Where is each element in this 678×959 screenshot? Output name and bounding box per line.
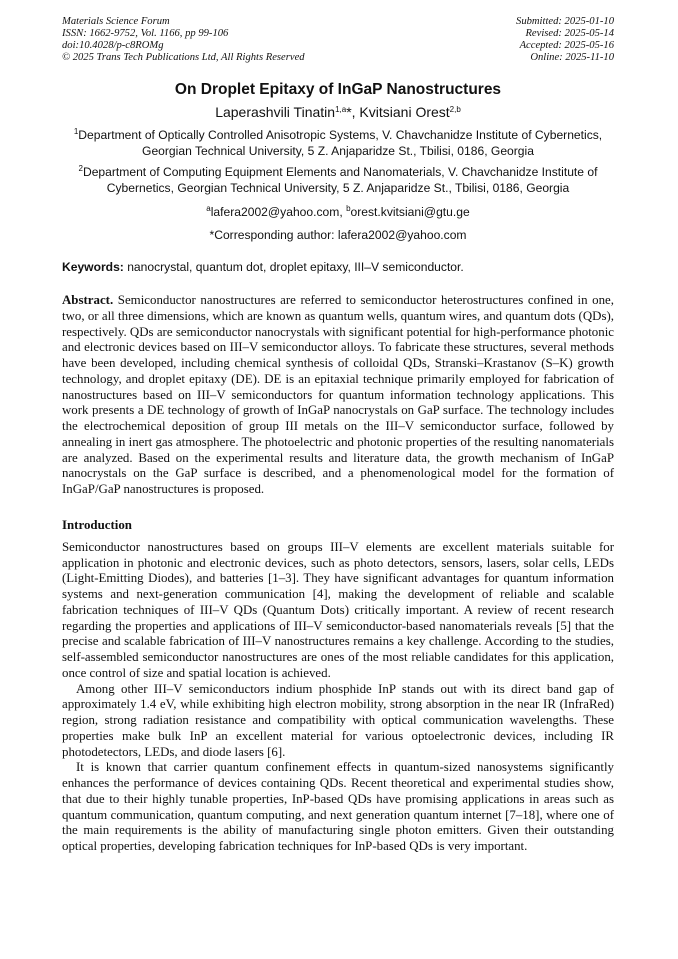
email-a-mark: a <box>206 204 211 213</box>
email-a: lafera2002@yahoo.com <box>210 205 340 219</box>
section-heading-introduction: Introduction <box>62 517 132 532</box>
paper-title: On Droplet Epitaxy of InGaP Nanostructures <box>174 81 502 98</box>
date-revised: Revised: 2025-05-14 <box>525 28 614 39</box>
affiliation-1-text: Department of Optically Controlled Anisotropic Systems, V. Chavchanidze Institute of Cybernetics, Georgian Technical University, 5 Z. Anjaparidze St., Tbilisi, 0186, Georgia <box>78 128 603 158</box>
affiliation-1 <box>62 127 614 159</box>
abstract-label: Abstract. <box>62 293 114 307</box>
keywords <box>62 259 614 275</box>
author-2: Kvitsiani Orest <box>359 104 450 120</box>
author-1: Laperashvili Tinatin <box>215 104 336 120</box>
abstract-text: Semiconductor nanostructures are referred to semiconductor heterostructures confined in one, two, or all three dimensions, which are known as quantum wells, quantum wires, and quantum dots (QDs), respectively. QDs are semiconductor nanocrystals with significant potential for high-performance photonic and electronic devices based on III–V semiconductor alloys. To fabricate these structures, several methods have been developed, including chemical synthesis of colloidal QDs, Stranski–Krastanov (S–K) growth technology, and droplet epitaxy (DE). DE is an epitaxial technique primarily employed for fabrication of nanostructures based on III–V semiconductors for quantum information technology applications. This work presents a DE technology of growth of InGaP nanocrystals on GaP surface. The technology includes the electrochemical deposition of group III metals on the III–V semiconductor surface, followed by annealing in inert gas atmosphere. The photoelectric and photonic properties of the resulting nanomaterials are analyzed. Based on the experimental results and literature data, the growth mechanism of InGaP nanocrystals on the GaP surface is described, and a phenomenological model for the formation of InGaP/GaP nanostructures is proposed. <box>62 293 614 496</box>
email-b-mark: b <box>346 204 351 213</box>
author-list <box>62 103 614 121</box>
affiliation-2 <box>62 164 614 196</box>
date-submitted: Submitted: 2025-01-10 <box>516 16 614 27</box>
intro-paragraph-2: Among other III–V semiconductors indium phosphide InP stands out with its direct band gap of approximately 1.4 eV, while exhibiting high electron mobility, strong absorption in the near IR (InfraRed) region, strong radiation resistance and compatibility with optical communication wavelengths. These properties make bulk InP an excellent material for various optoelectronic devices, including IR photodetectors, LEDs, and diode lasers [6]. <box>62 681 614 759</box>
date-accepted: Accepted: 2025-05-16 <box>519 40 614 51</box>
journal-name: Materials Science Forum <box>62 16 170 27</box>
paper-page <box>62 16 614 855</box>
journal-copyright: © 2025 Trans Tech Publications Ltd, All Rights Reserved <box>62 52 305 63</box>
corresponding-author: *Corresponding author: lafera2002@yahoo.com <box>209 228 467 242</box>
email-separator: , <box>339 205 347 219</box>
keywords-text: nanocrystal, quantum dot, droplet epitaxy, III–V semiconductor. <box>123 260 464 274</box>
author-2-affiliation: 2,b <box>449 105 461 114</box>
author-emails <box>62 204 614 220</box>
submission-dates <box>516 16 614 64</box>
affiliation-2-number: 2 <box>78 164 83 173</box>
affiliation-1-number: 1 <box>73 127 79 136</box>
date-online: Online: 2025-11-10 <box>530 52 614 63</box>
journal-info <box>62 16 305 64</box>
journal-header <box>62 16 614 68</box>
corresponding-mark: * <box>346 104 352 120</box>
affiliation-2-text: Department of Computing Equipment Elements and Nanomaterials, V. Chavchanidze Institute of Cybernetics, Georgian Technical University, 5 Z. Anjaparidze St., Tbilisi, 0186, Georgia <box>82 165 598 195</box>
intro-paragraph-1: Semiconductor nanostructures based on groups III–V elements are excellent materials suitable for application in photonic and electronic devices, such as photo detectors, sensors, lasers, solar cells, LEDs (Light-Emitting Diodes), and batteries [1–3]. They have significant advantages for quantum information systems and next-generation communication [4], making the development of reliable and scalable fabrication techniques of III–V QDs (Quantum Dots) critically important. A review of recent research regarding the properties and applications of III–V semiconductor-based nanomaterials reveals [5] that the precise and scalable fabrication of III–V nanostructures remains a key challenge. According to the studies, self-assembled semiconductor nanostructures are ones of the most reliable candidates for this application, once control of size and spatial location is achieved. <box>62 539 614 680</box>
email-b: orest.kvitsiani@gtu.ge <box>350 205 470 219</box>
journal-doi: doi:10.4028/p-c8ROMg <box>62 40 164 51</box>
abstract <box>62 293 614 498</box>
journal-issn: ISSN: 1662-9752, Vol. 1166, pp 99-106 <box>62 28 229 39</box>
author-separator: , <box>351 104 360 120</box>
keywords-label: Keywords: <box>62 260 124 274</box>
author-1-affiliation: 1,a <box>335 105 347 114</box>
intro-paragraph-3: It is known that carrier quantum confinement effects in quantum-sized nanosystems significantly enhances the performance of devices containing QDs. Recent theoretical and experimental studies show, that due to their highly tunable properties, InP-based QDs have promising applications in areas such as quantum communication, quantum computing, and next generation quantum internet [7–18], where one of the main requirements is the ability of manufacturing single photon emitters. Given their outstanding optical properties, developing fabrication techniques for InP-based QDs is very important. <box>62 760 614 853</box>
